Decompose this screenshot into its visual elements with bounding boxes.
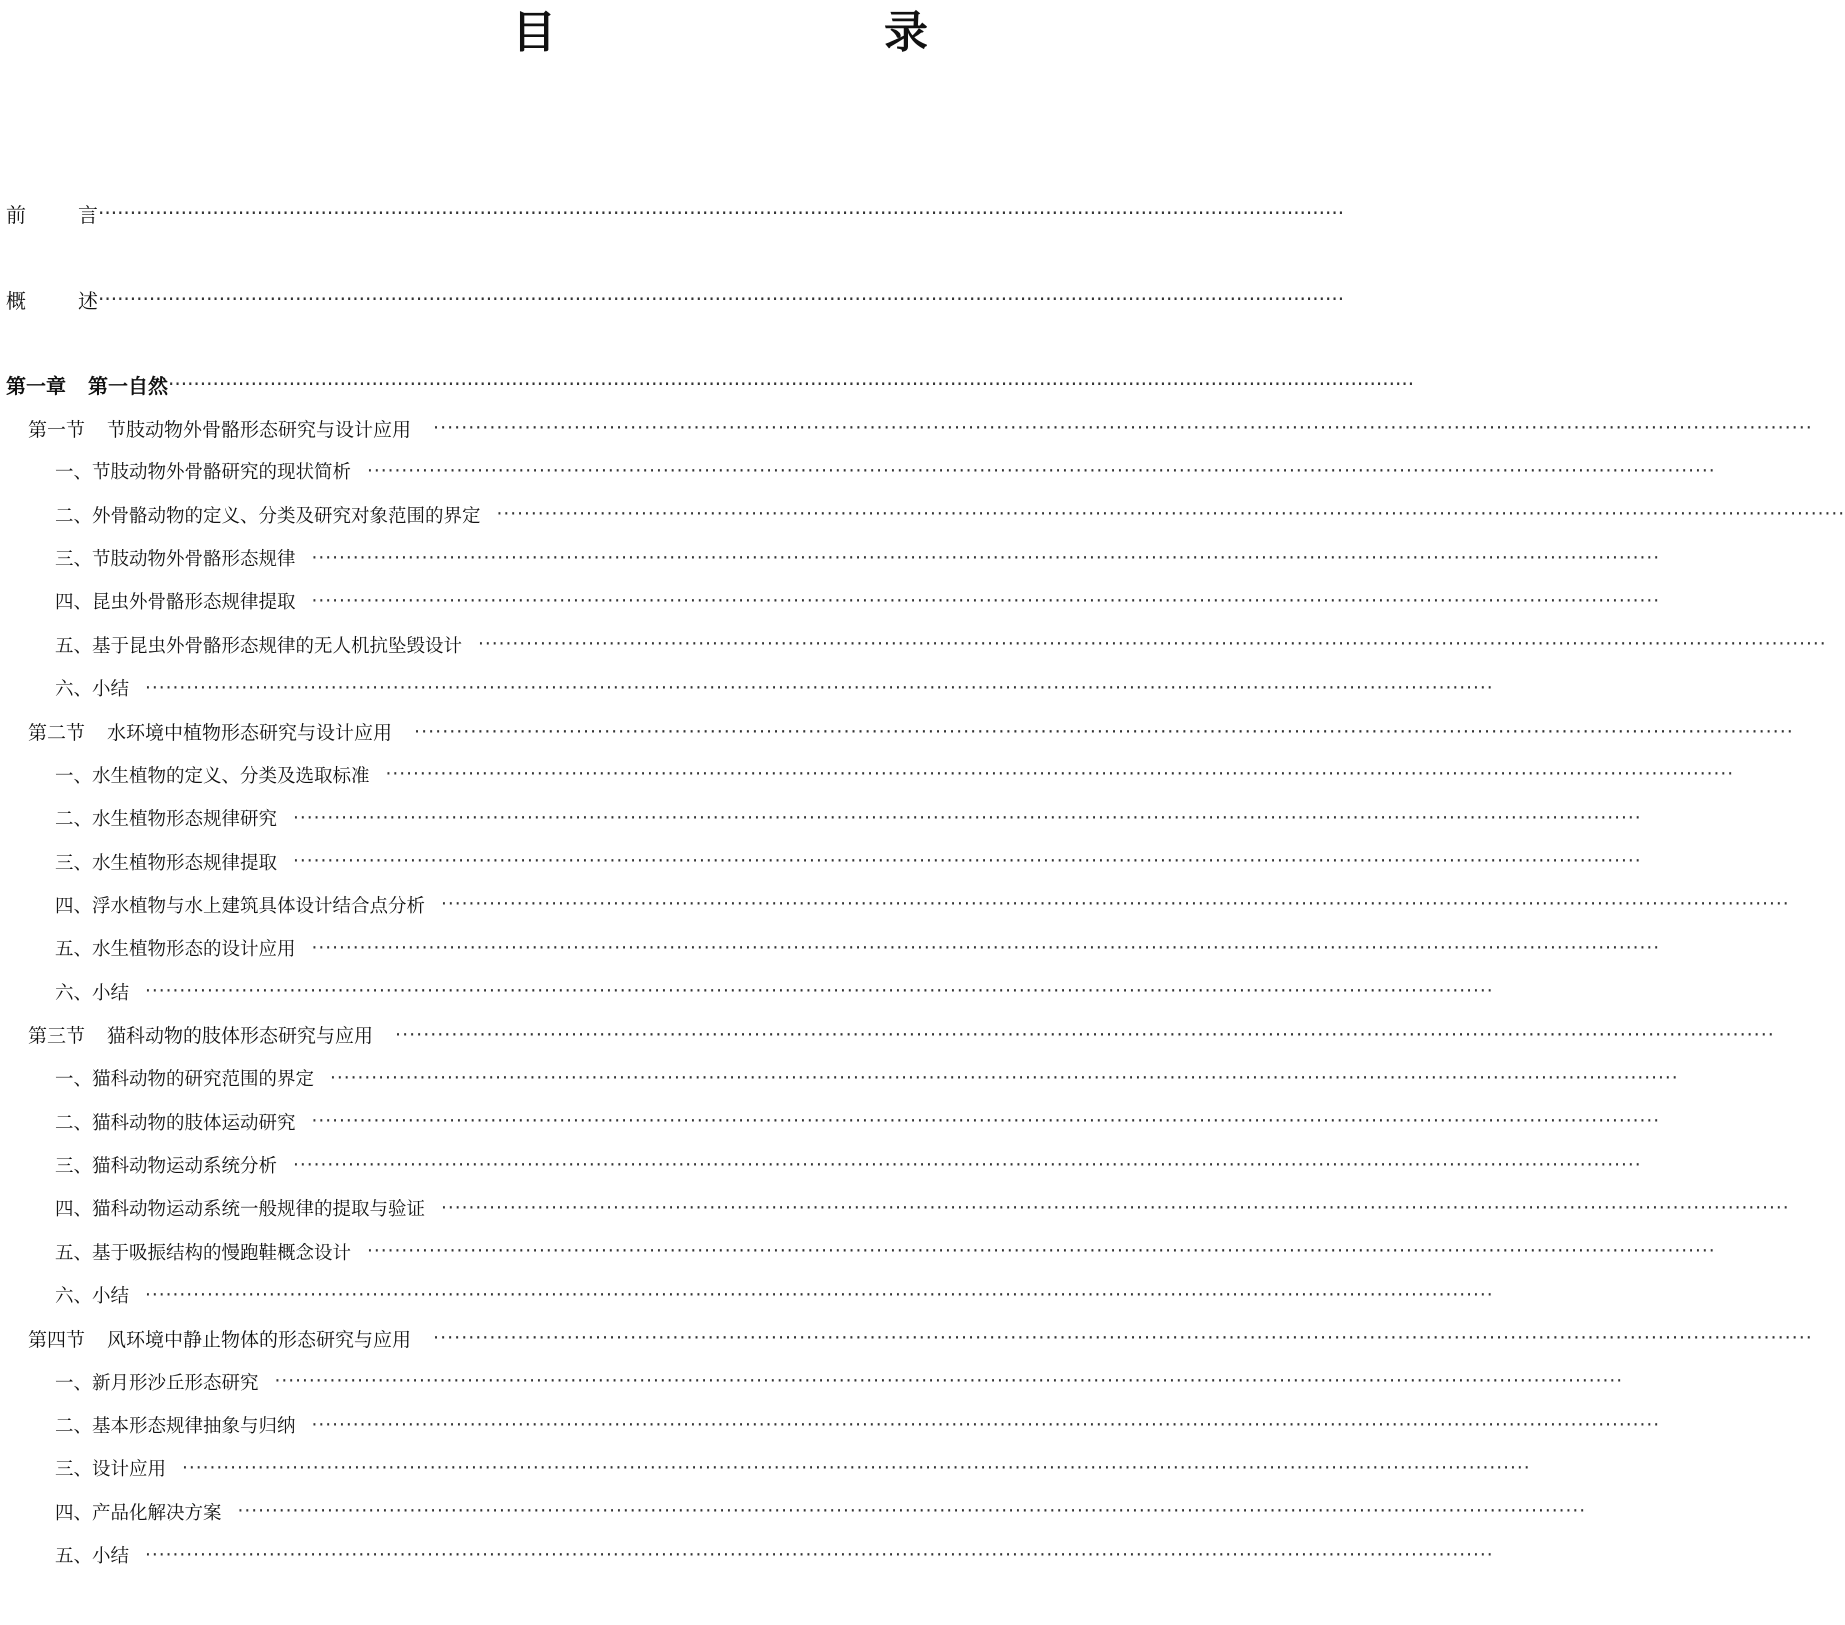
section-number: 第一节 <box>28 418 86 441</box>
toc-entry-subsection[interactable] <box>0 1540 730 1570</box>
subsection-title: 三、猫科动物运动系统分析 <box>55 1156 278 1177</box>
leader-dots <box>312 938 1661 959</box>
subsection-title: 五、小结 <box>55 1546 130 1568</box>
toc-entry-subsection[interactable] <box>0 1410 730 1440</box>
toc-entry-subsection[interactable] <box>0 1497 730 1527</box>
leader-dots <box>433 1327 1813 1349</box>
leader-dots <box>98 287 1344 311</box>
toc-entry-section-4[interactable] <box>0 1323 730 1353</box>
subsection-title: 五、水生植物形态的设计应用 <box>55 939 296 961</box>
preface-char-1: 前 <box>6 202 26 227</box>
toc-entry-section-2[interactable] <box>0 717 730 747</box>
section-title: 水环境中植物形态研究与设计应用 <box>107 722 393 744</box>
leader-dots <box>145 1285 1494 1306</box>
leader-dots <box>433 417 1813 439</box>
toc-entry-subsection[interactable] <box>0 1453 730 1483</box>
toc-entry-preface[interactable] <box>0 198 730 228</box>
chapter-title: 第一自然 <box>88 373 168 398</box>
leader-dots <box>238 1501 1587 1522</box>
subsection-title: 一、节肢动物外骨骼研究的现状简析 <box>55 462 352 484</box>
subsection-title: 三、设计应用 <box>55 1459 167 1481</box>
toc-entry-subsection[interactable] <box>0 803 730 833</box>
subsection-title: 一、猫科动物的研究范围的界定 <box>55 1069 315 1091</box>
toc-entry-subsection[interactable] <box>0 977 730 1007</box>
leader-dots <box>367 1241 1716 1262</box>
leader-dots <box>441 1198 1790 1219</box>
toc-entry-section-3[interactable] <box>0 1020 730 1050</box>
subsection-title: 四、昆虫外骨骼形态规律提取 <box>55 592 296 614</box>
toc-entry-subsection[interactable] <box>0 1193 730 1223</box>
toc-entry-subsection[interactable] <box>0 847 730 877</box>
leader-dots <box>293 851 1642 872</box>
subsection-title: 二、水生植物形态规律研究 <box>55 809 278 831</box>
leader-dots <box>312 548 1661 569</box>
section-number: 第二节 <box>28 722 86 744</box>
toc-entry-subsection[interactable] <box>0 673 730 703</box>
leader-dots <box>293 1155 1642 1176</box>
toc-entry-subsection[interactable] <box>0 456 730 486</box>
leader-dots <box>414 721 1794 743</box>
toc-entry-subsection[interactable] <box>0 586 730 616</box>
toc-entry-subsection[interactable] <box>0 1367 730 1397</box>
leader-dots <box>145 981 1494 1002</box>
toc-entry-subsection[interactable] <box>0 500 730 530</box>
leader-dots <box>497 504 1845 525</box>
section-title: 猫科动物的肢体形态研究与应用 <box>107 1025 374 1048</box>
toc-entry-section-1[interactable] <box>0 413 730 443</box>
subsection-title: 六、小结 <box>55 679 130 701</box>
overview-char-2: 述 <box>78 288 98 313</box>
subsection-title: 六、小结 <box>55 1286 130 1307</box>
subsection-title: 二、猫科动物的肢体运动研究 <box>55 1112 296 1134</box>
subsection-title: 一、水生植物的定义、分类及选取标准 <box>55 765 370 787</box>
leader-dots <box>312 1111 1661 1132</box>
toc-entry-subsection[interactable] <box>0 1063 730 1093</box>
chapter-number: 第一章 <box>6 373 66 398</box>
leader-dots <box>330 1068 1679 1089</box>
toc-entry-subsection[interactable] <box>0 1150 730 1180</box>
subsection-title: 四、产品化解决方案 <box>55 1502 222 1524</box>
toc-entry-chapter-1[interactable] <box>0 369 730 399</box>
toc-entry-subsection[interactable] <box>0 630 730 660</box>
page-title: 目 录 <box>512 7 1008 58</box>
subsection-title: 四、猫科动物运动系统一般规律的提取与验证 <box>55 1199 426 1221</box>
leader-dots <box>145 678 1494 699</box>
section-number: 第三节 <box>28 1025 86 1048</box>
leader-dots <box>145 1545 1494 1566</box>
subsection-title: 六、小结 <box>55 982 130 1004</box>
preface-char-2: 言 <box>78 202 98 227</box>
toc-entry-subsection[interactable] <box>0 543 730 573</box>
toc-entry-subsection[interactable] <box>0 1107 730 1137</box>
toc-entry-subsection[interactable] <box>0 1237 730 1267</box>
leader-dots <box>478 634 1827 655</box>
overview-char-1: 概 <box>6 288 26 313</box>
leader-dots <box>312 591 1661 612</box>
toc-entry-subsection[interactable] <box>0 760 730 790</box>
leader-dots <box>312 1415 1661 1436</box>
toc-entry-overview[interactable] <box>0 284 730 314</box>
subsection-title: 三、节肢动物外骨骼形态规律 <box>55 549 296 570</box>
leader-dots <box>293 808 1642 829</box>
subsection-title: 五、基于昆虫外骨骼形态规律的无人机抗坠毁设计 <box>55 635 463 657</box>
leader-dots <box>395 1024 1775 1046</box>
leader-dots <box>275 1371 1624 1392</box>
subsection-title: 五、基于吸振结构的慢跑鞋概念设计 <box>55 1242 352 1264</box>
leader-dots <box>168 372 1414 396</box>
section-title: 节肢动物外骨骼形态研究与设计应用 <box>107 418 412 441</box>
section-title: 风环境中静止物体的形态研究与应用 <box>107 1328 412 1351</box>
leader-dots <box>98 201 1344 225</box>
leader-dots <box>367 461 1716 482</box>
subsection-title: 二、外骨骼动物的定义、分类及研究对象范围的界定 <box>55 505 481 527</box>
subsection-title: 一、新月形沙丘形态研究 <box>55 1372 259 1394</box>
toc-entry-subsection[interactable] <box>0 890 730 920</box>
subsection-title: 三、水生植物形态规律提取 <box>55 852 278 874</box>
leader-dots <box>386 764 1735 785</box>
toc-entry-subsection[interactable] <box>0 933 730 963</box>
leader-dots <box>441 894 1790 915</box>
subsection-title: 二、基本形态规律抽象与归纳 <box>55 1416 296 1438</box>
subsection-title: 四、浮水植物与水上建筑具体设计结合点分析 <box>55 895 426 917</box>
section-number: 第四节 <box>28 1328 86 1351</box>
toc-entry-subsection[interactable] <box>0 1280 730 1310</box>
leader-dots <box>182 1458 1531 1479</box>
